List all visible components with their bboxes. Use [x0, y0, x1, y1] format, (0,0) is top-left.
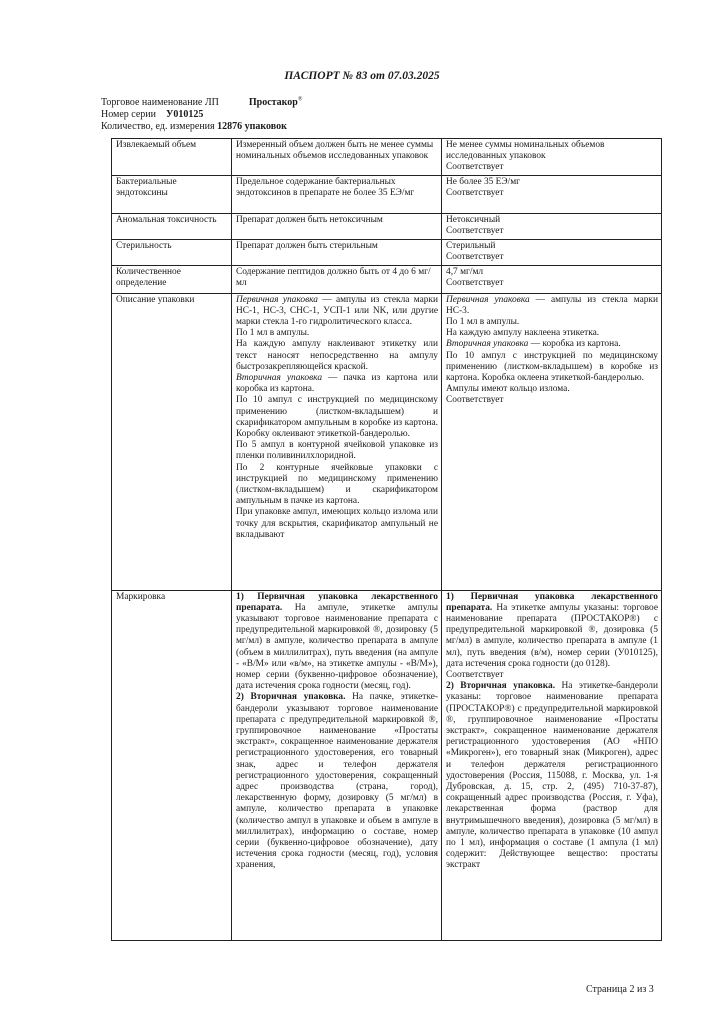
table-row-marking [112, 590, 662, 940]
secondary-text: — пачка из картона или коробка из картона. [236, 373, 438, 395]
primary-label: Первичная упаковка [446, 294, 530, 305]
req-para: При упаковке ампул, имеющих кольцо излома или точку для вскрытия, скарификатор ампульный не вкладывают [236, 507, 438, 540]
row-name: Бактериальные эндотоксины [112, 175, 232, 213]
packaging-requirement [232, 293, 442, 590]
result-value: Не менее суммы номинальных объемов исследованных упаковок [446, 140, 605, 162]
primary-text: — ампулы из стекла марки НС-3. [446, 294, 658, 316]
series-value: У010125 [166, 109, 204, 120]
res-para: На каждую ампулу наклеена этикетка. [446, 328, 600, 339]
secondary-label: Вторичная упаковка [446, 339, 529, 350]
table-row [112, 239, 662, 265]
req-para: По 5 ампул в контурной ячейковой упаковке из пленки поливинилхлоридной. [236, 440, 438, 462]
result-status: Соответствует [446, 162, 504, 173]
marking-result [442, 590, 662, 940]
packaging-result [442, 293, 662, 590]
req-para: По 1 мл в ампулы. [236, 328, 310, 339]
primary-text: — ампулы из стекла марки НС-1, НС-3, СНС-1, УСП-1 или NK, или другие марки стекла 1-го гидролитического класса. [236, 294, 438, 328]
req-para: На каждую ампулу наклеивают этикетку или текст наносят непосредственно на ампулу быстрозакрепляющейся краской. [236, 339, 438, 372]
result-status: Соответствует [446, 277, 504, 288]
row-requirement: Препарат должен быть нетоксичным [232, 213, 442, 239]
page-number: Страница 2 из 3 [586, 984, 654, 995]
marking-primary-text: На этикетке ампулы указаны: торговое наименование препарата (ПРОСТАКОР®) с предупредительной маркировкой ®, дозировка (5 мг/мл) в ампуле, количество препарата в ампуле (1 мл), путь введения (в/м), номер серии (У010125), дата истечения срока годности (до 0128). [446, 602, 658, 669]
row-result [442, 139, 662, 176]
result-value: Стерильный [446, 240, 496, 251]
marking-secondary-head: 2) Вторичная упаковка. [236, 692, 346, 703]
secondary-label: Вторичная упаковка [236, 373, 323, 384]
spec-table [111, 138, 662, 941]
row-name: Маркировка [112, 590, 232, 940]
marking-primary-head: 1) Первичная упаковка лекарственного препарата. [236, 591, 438, 613]
res-para: По 10 ампул с инструкцией по медицинскому применению (листком-вкладышем) в коробке из картона. Коробка оклеена этикеткой-бандеролью. [446, 350, 658, 384]
row-result [442, 239, 662, 265]
trade-name-line [101, 97, 302, 109]
quantity-label: Количество, ед. измерения [101, 121, 215, 132]
row-result [442, 265, 662, 293]
res-status: Соответствует [446, 395, 504, 406]
req-para: По 2 контурные ячейковые упаковки с инструкцией по медицинскому применению (листком-вкладышем) и скарификатором ампульным в пачке из картона. [236, 462, 438, 507]
trade-name-value: Простакор [248, 97, 298, 108]
trade-name-mark: ® [297, 96, 303, 103]
res-para: По 1 мл в ампулы. [446, 317, 520, 328]
row-result [442, 175, 662, 213]
marking-secondary-head: 2) Вторичная упаковка. [446, 681, 556, 692]
secondary-text: — коробка из картона. [528, 339, 621, 350]
result-status: Соответствует [446, 187, 504, 198]
result-status: Соответствует [446, 251, 504, 262]
row-requirement: Предельное содержание бактериальных эндотоксинов в препарате не более 35 ЕЭ/мг [232, 175, 442, 213]
passport-title: ПАСПОРТ № 83 от 07.03.2025 [284, 70, 440, 82]
row-requirement: Измеренный объем должен быть не менее суммы номинальных объемов исследованных упаковок [232, 139, 442, 176]
table-row [112, 265, 662, 293]
row-result [442, 213, 662, 239]
result-value: 4,7 мг/мл [446, 266, 484, 277]
quantity-line [101, 121, 287, 133]
row-name: Стерильность [112, 239, 232, 265]
result-value: Не более 35 ЕЭ/мг [446, 176, 520, 187]
trade-name-label: Торговое наименование ЛП [101, 97, 219, 108]
marking-primary-head: 1) Первичная упаковка лекарственного препарата. [446, 591, 658, 613]
result-status: Соответствует [446, 225, 504, 236]
series-label: Номер серии [101, 109, 156, 120]
marking-secondary-text: На пачке, этикетке-бандероли указывают торговое наименование препарата с предупредительной маркировкой ®, группировочное наименование «Простаты экстракт», сокращенное наименование держателя регистрационного удостоверения, его товарный знак, адрес и телефон держателя регистрационного удостоверения, сокращенный адрес производства (страна, город), лекарственную форму, дозировку (5 мг/мл) в ампуле, количество препарата в упаковке (количество ампул в упаковке и объем в ампуле в миллилитрах), информацию о составе, номер серии (буквенно-цифровое обозначение), дату истечения срока годности (месяц, год), условия хранения, [236, 692, 438, 871]
primary-label: Первичная упаковка [236, 294, 318, 305]
res-para: Ампулы имеют кольцо излома. [446, 384, 570, 395]
series-line [101, 109, 203, 121]
quantity-value: 12876 упаковок [217, 121, 287, 132]
row-requirement: Содержание пептидов должно быть от 4 до 6 мг/мл [232, 265, 442, 293]
marking-primary-text: На ампуле, этикетке ампулы указывают торговое наименование препарата с предупредительной маркировкой ®, дозировку (5 мг/мл) в ампуле, количество препарата в ампуле (объем в миллилитрах), путь введения (на ампуле - «В/М» или «в/м», на этикетке ампулы - «В/М»), номер серии (буквенно-цифровое обозначение), дата истечения срока годности (месяц, год). [236, 602, 438, 692]
table-row-packaging [112, 293, 662, 590]
table-row [112, 213, 662, 239]
row-name: Описание упаковки [112, 293, 232, 590]
row-name: Аномальная токсичность [112, 213, 232, 239]
marking-requirement [232, 590, 442, 940]
req-para: По 10 ампул с инструкцией по медицинскому применению (листком-вкладышем) и скарификатором ампульным в коробке из картона. Коробку оклеивают этикеткой-бандеролью. [236, 395, 438, 440]
table-row [112, 139, 662, 176]
marking-status: Соответствует [446, 670, 504, 681]
marking-secondary-text: На этикетке-бандероли указаны: торговое наименование препарата (ПРОСТАКОР®) с предупредительной маркировкой ®, группировочное наименование «Простаты экстракт», сокращенное наименование держателя регистрационного удостоверения (АО «НПО «Микроген»), его товарный знак (Микроген), адрес и телефон держателя регистрационного удостоверения (Россия, 115088, г. Москва, ул. 1-я Дубровская, д. 15, стр. 2, (495) 710-37-87), сокращенный адрес производства (Россия, г. Уфа), лекарственная форма (раствор для внутримышечного введения), дозировка (5 мг/мл) в ампуле, количество препарата в упаковке (10 ампул по 1 мл), информация о составе (1 ампула (1 мл) содержит: Действующее вещество: простаты экстракт [446, 681, 658, 871]
result-value: Нетоксичный [446, 214, 501, 225]
row-requirement: Препарат должен быть стерильным [232, 239, 442, 265]
row-name: Количественное определение [112, 265, 232, 293]
row-name: Извлекаемый объем [112, 139, 232, 176]
table-row [112, 175, 662, 213]
